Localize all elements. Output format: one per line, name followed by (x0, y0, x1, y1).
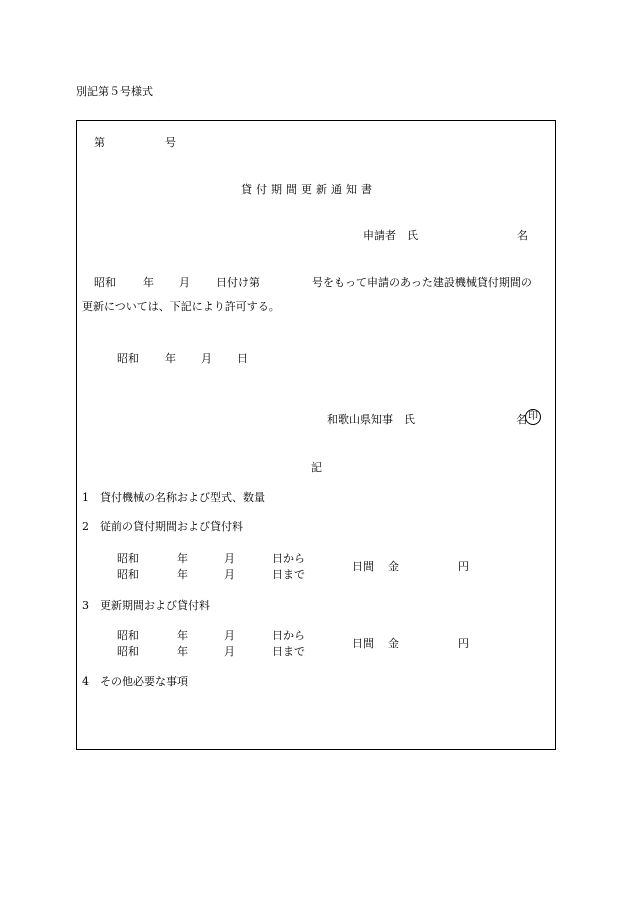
item-1: 1 貸付機械の名称および型式、数量 (82, 491, 265, 504)
body-month: 月 (179, 276, 190, 289)
form-number-label: 別記第５号様式 (76, 85, 153, 98)
applicant-name-label: 申請者 氏 (363, 229, 418, 242)
new-days: 日間 (352, 637, 374, 650)
prev-to-day: 日まで (272, 568, 305, 581)
doc-number-dai: 第 (94, 136, 105, 149)
prev-days: 日間 (352, 560, 374, 573)
new-to-day: 日まで (272, 645, 305, 658)
item-4: 4 その他必要な事項 (82, 675, 188, 688)
new-yen: 円 (458, 637, 469, 650)
new-to-era: 昭和 (117, 645, 139, 658)
prev-from-era: 昭和 (117, 552, 139, 565)
new-from-month: 月 (224, 629, 235, 642)
body-year: 年 (143, 276, 154, 289)
prev-yen: 円 (458, 560, 469, 573)
body-showa: 昭和 (94, 276, 116, 289)
issue-date-year: 年 (165, 352, 176, 365)
doc-number-go: 号 (165, 136, 176, 149)
ki-heading: 記 (311, 461, 322, 474)
prev-to-month: 月 (224, 568, 235, 581)
document-title: 貸付期間更新通知書 (241, 183, 376, 196)
new-to-year: 年 (177, 645, 188, 658)
body-line1-rest: 号をもって申請のあった建設機械貸付期間の (312, 276, 532, 289)
applicant-mei: 名 (517, 229, 528, 242)
issuer-mei: 名 (516, 413, 527, 426)
prev-from-month: 月 (224, 552, 235, 565)
item-3: 3 更新期間および貸付料 (82, 599, 210, 612)
new-from-year: 年 (177, 629, 188, 642)
issue-date-day: 日 (237, 352, 248, 365)
prev-from-day: 日から (272, 552, 305, 565)
issuer-label: 和歌山県知事 氏 (327, 413, 415, 426)
prev-from-year: 年 (177, 552, 188, 565)
new-from-day: 日から (272, 629, 305, 642)
body-date-number: 日付け第 (216, 276, 260, 289)
new-kin: 金 (388, 637, 399, 650)
new-to-month: 月 (224, 645, 235, 658)
issue-date-era: 昭和 (117, 352, 139, 365)
item-2: 2 従前の貸付期間および貸付料 (82, 520, 243, 533)
notice-form-frame (76, 120, 556, 750)
issue-date-month: 月 (201, 352, 212, 365)
new-from-era: 昭和 (117, 629, 139, 642)
prev-kin: 金 (388, 560, 399, 573)
prev-to-year: 年 (177, 568, 188, 581)
prev-to-era: 昭和 (117, 568, 139, 581)
body-line2: 更新については、下記により許可する。 (82, 300, 280, 313)
seal-mark: 印 (525, 409, 541, 425)
